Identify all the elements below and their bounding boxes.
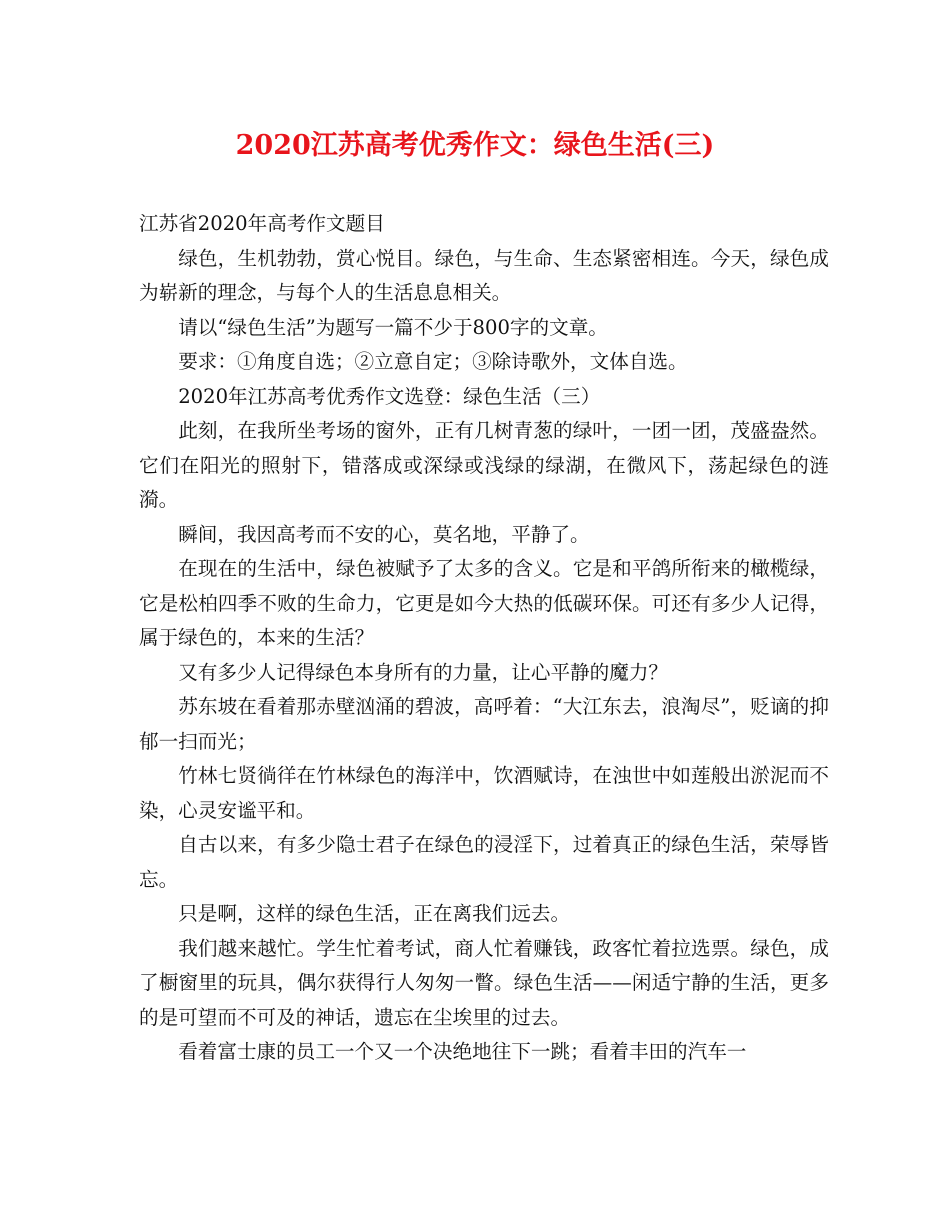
paragraph: 2020年江苏高考优秀作文选登：绿色生活（三）: [178, 384, 601, 408]
paragraph: 自古以来，有多少隐士君子在绿色的浸淫下，过着真正的绿色生活，荣辱皆忘。: [139, 833, 829, 891]
paragraph: 绿色，生机勃勃，赏心悦目。绿色，与生命、生态紧密相连。今天，绿色成为崭新的理念，与每个人的生活息息相关。: [139, 246, 829, 304]
paragraph: 竹林七贤徜徉在竹林绿色的海洋中，饮酒赋诗，在浊世中如莲般出淤泥而不染，心灵安谧平和。: [139, 764, 829, 822]
paragraph: 瞬间，我因高考而不安的心，莫名地，平静了。: [178, 522, 590, 546]
paragraph: 在现在的生活中，绿色被赋予了太多的含义。它是和平鸽所衔来的橄榄绿，它是松柏四季不败的生命力，它更是如今大热的低碳环保。可还有多少人记得，属于绿色的，本来的生活？: [139, 557, 829, 649]
paragraph: 看着富士康的员工一个又一个决绝地往下一跳；看着丰田的汽车一: [178, 1040, 747, 1063]
paragraph: 又有多少人记得绿色本身所有的力量，让心平静的魔力？: [178, 660, 669, 684]
paragraph: 只是啊，这样的绿色生活，正在离我们远去。: [178, 902, 571, 925]
paragraph: 请以“绿色生活”为题写一篇不少于800字的文章。: [178, 315, 608, 339]
paragraph: 苏东坡在看着那赤壁汹涌的碧波，高呼着：“大江东去，浪淘尽”，贬谪的抑郁一扫而光；: [139, 695, 829, 753]
paragraph: 此刻，在我所坐考场的窗外，正有几树青葱的绿叶，一团一团，茂盛盎然。它们在阳光的照射下，错落成或深绿或浅绿的绿湖，在微风下，荡起绿色的涟漪。: [139, 419, 829, 511]
paragraph: 我们越来越忙。学生忙着考试，商人忙着赚钱，政客忙着拉选票。绿色，成了橱窗里的玩具，偶尔获得行人匆匆一瞥。绿色生活——闲适宁静的生活，更多的是可望而不可及的神话，遗忘在尘埃里的过去。: [139, 936, 829, 1029]
page-title: 2020江苏高考优秀作文：绿色生活(三): [235, 130, 715, 161]
prompt-heading: 江苏省2020年高考作文题目: [139, 212, 385, 235]
paragraph: 要求：①角度自选；②立意自定；③除诗歌外，文体自选。: [178, 350, 688, 373]
article-body: [139, 207, 829, 1070]
